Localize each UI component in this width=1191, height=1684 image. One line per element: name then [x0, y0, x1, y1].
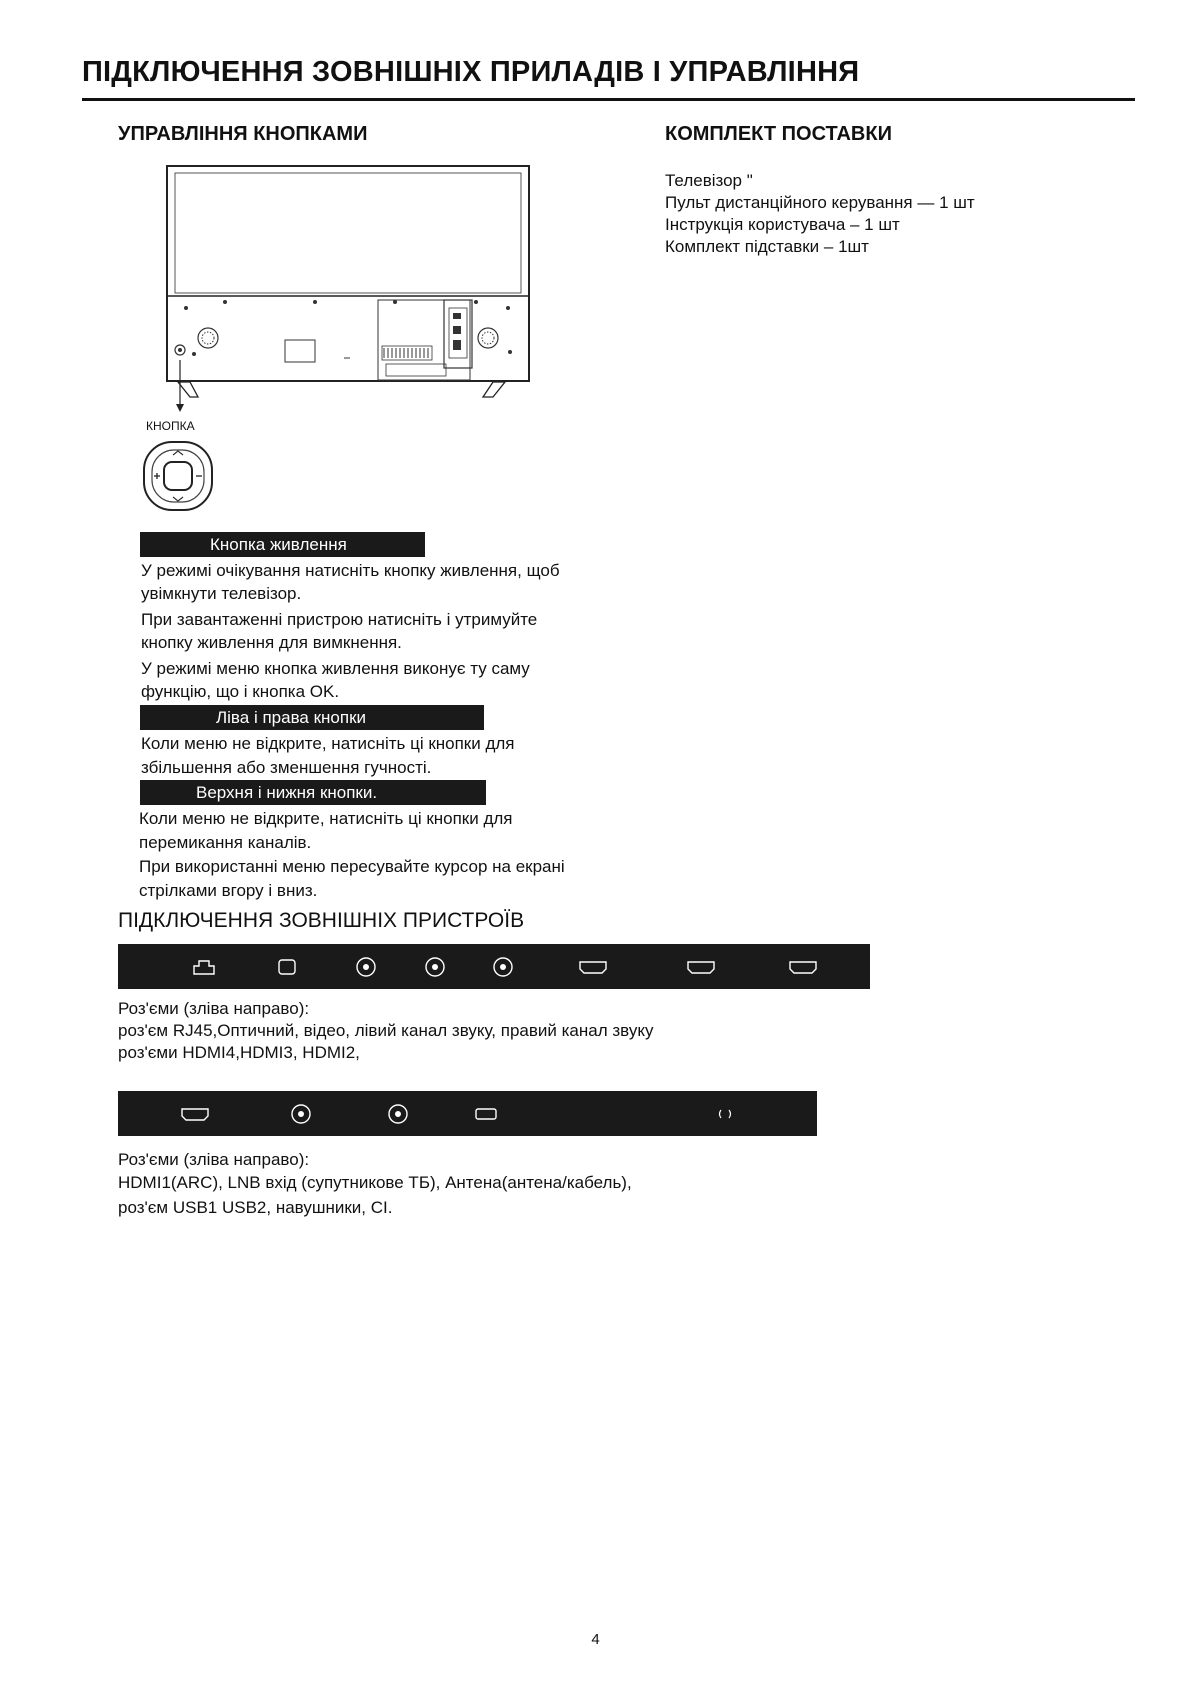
antenna-port-icon: [387, 1103, 409, 1125]
video-port-icon: [355, 956, 377, 978]
package-item-manual: Інструкція користувача – 1 шт: [665, 215, 900, 234]
up-down-buttons-label: Верхня і нижня кнопки.: [140, 780, 486, 805]
power-line-1: У режимі очікування натисніть кнопку живлення, щоб: [141, 561, 560, 580]
up-down-line-3: При використанні меню пересувайте курсор на екрані: [139, 857, 565, 876]
up-down-line-4: стрілками вгору і вниз.: [139, 881, 318, 900]
connector-panel-2: [118, 1091, 817, 1136]
optical-port-icon: [277, 958, 297, 976]
package-item-remote: Пульт дистанційного керування — 1 шт: [665, 193, 975, 212]
panel2-line-1: Роз'єми (зліва направо):: [118, 1150, 310, 1169]
package-list: [665, 170, 975, 258]
rj45-port-icon: [192, 958, 216, 976]
up-down-line-1: Коли меню не відкрите, натисніть ці кнопки для: [139, 809, 513, 828]
hdmi4-port-icon: [578, 959, 608, 975]
usb-port-icon: [474, 1106, 498, 1122]
button-caption: КНОПКА: [146, 419, 195, 433]
package-item-stand: Комплект підставки – 1шт: [665, 237, 869, 256]
headphone-port-icon: [716, 1108, 734, 1120]
connector-panel-1: [118, 944, 870, 989]
audio-right-port-icon: [492, 956, 514, 978]
left-right-line-1: Коли меню не відкрите, натисніть ці кнопки для: [141, 734, 515, 753]
tv-back-illustration: [150, 160, 540, 415]
power-line-4: кнопку живлення для вимкнення.: [141, 633, 402, 652]
panel1-line-1: Роз'єми (зліва направо):: [118, 999, 310, 1018]
left-right-buttons-label: Ліва і права кнопки: [140, 705, 484, 730]
power-line-3: При завантаженні пристрою натисніть і утримуйте: [141, 610, 538, 629]
hdmi3-port-icon: [686, 959, 716, 975]
audio-left-port-icon: [424, 956, 446, 978]
title-divider: [82, 98, 1135, 101]
connections-heading: ПІДКЛЮЧЕННЯ ЗОВНІШНІХ ПРИСТРОЇВ: [118, 909, 525, 932]
hdmi2-port-icon: [788, 959, 818, 975]
left-right-line-2: збільшення або зменшення гучності.: [141, 758, 432, 777]
page-number: 4: [591, 1631, 600, 1648]
package-item-tv: Телевізор ": [665, 171, 753, 190]
panel1-line-2: роз'єм RJ45,Оптичний, відео, лівий канал звуку, правий канал звуку: [118, 1021, 654, 1040]
power-button-label: Кнопка живлення: [140, 532, 425, 557]
lnb-port-icon: [290, 1103, 312, 1125]
package-heading: КОМПЛЕКТ ПОСТАВКИ: [665, 123, 892, 145]
panel2-line-2: HDMI1(ARC), LNB вхід (супутникове ТБ), Антена(антена/кабель),: [118, 1173, 632, 1192]
up-down-line-2: перемикання каналів.: [139, 833, 312, 852]
power-line-5: У режимі меню кнопка живлення виконує ту саму: [141, 659, 530, 678]
page-title: ПІДКЛЮЧЕННЯ ЗОВНІШНІХ ПРИЛАДІВ І УПРАВЛІННЯ: [82, 56, 860, 88]
joystick-button-icon[interactable]: [140, 438, 216, 514]
buttons-heading: УПРАВЛІННЯ КНОПКАМИ: [118, 123, 368, 145]
panel2-line-3: роз'єм USB1 USB2, навушники, CI.: [118, 1198, 393, 1217]
power-line-2: увімкнути телевізор.: [141, 584, 302, 603]
power-line-6: функцію, що і кнопка OK.: [141, 682, 340, 701]
hdmi1-arc-port-icon: [180, 1106, 210, 1122]
panel1-line-3: роз'єми HDMI4,HDMI3, HDMI2,: [118, 1043, 360, 1062]
